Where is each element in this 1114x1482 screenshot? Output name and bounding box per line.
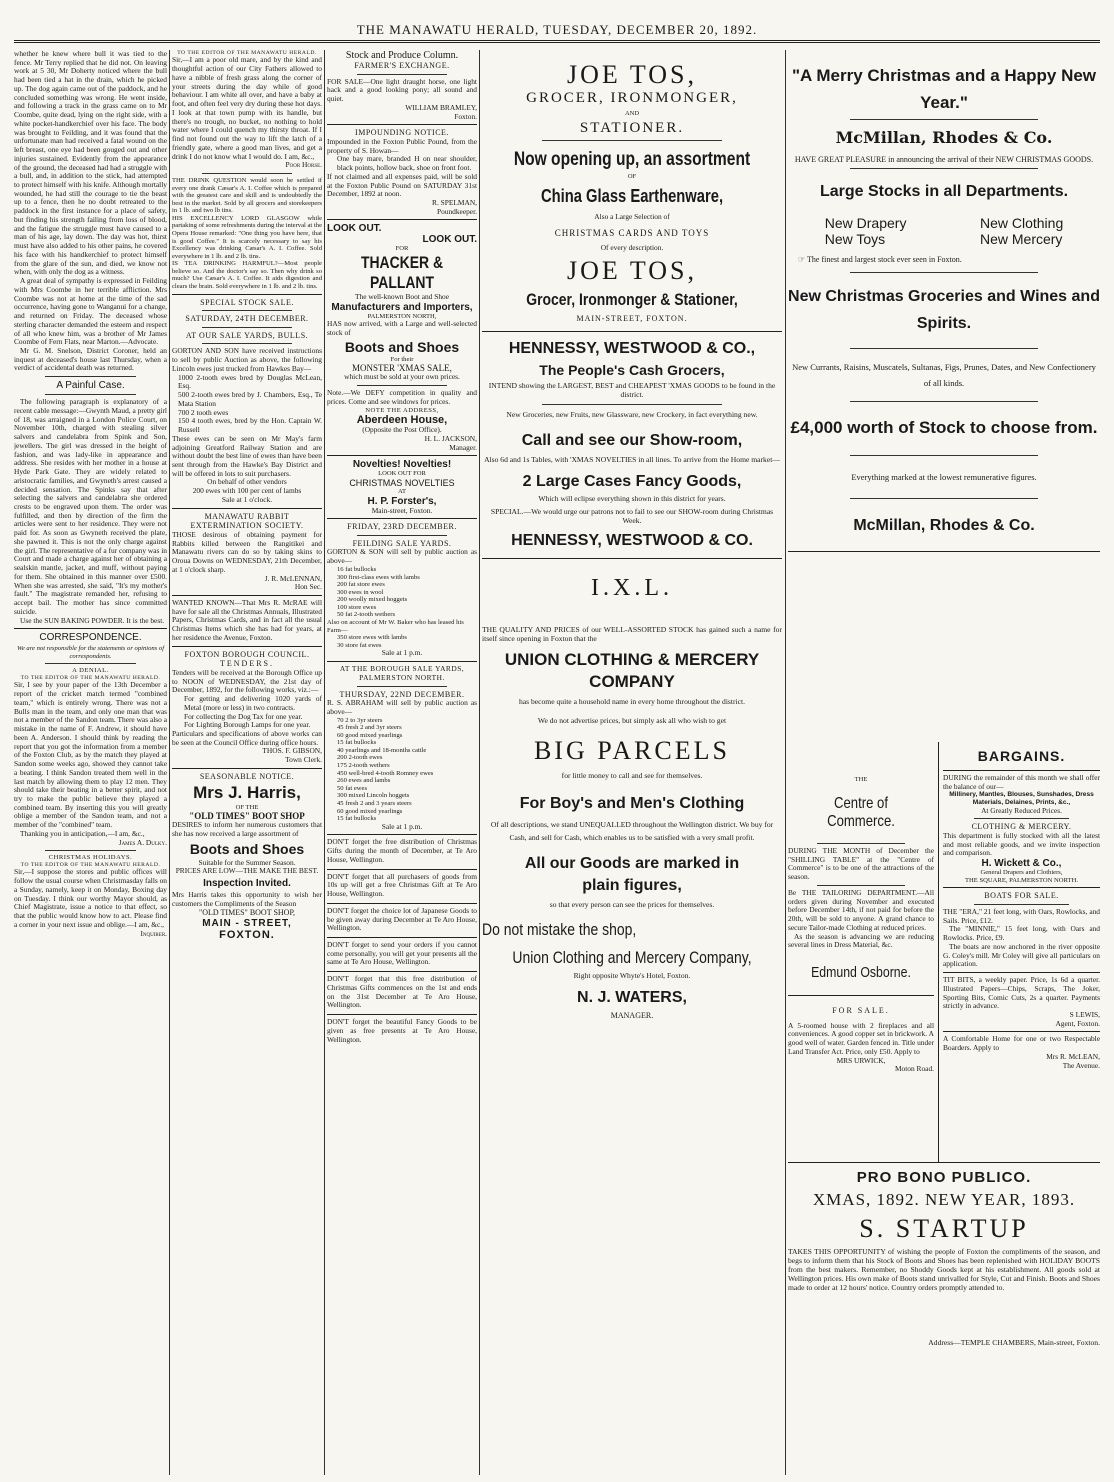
ad-body: HAS now arrived, with a Large and well-selected stock of: [327, 319, 477, 338]
sale-item: 30 store fat ewes: [337, 641, 382, 649]
letter-body: Sir,—I suppose the stores and public offices will follow the usual course when Christmasday falls on a Sunday, namely, keep it on Monday, Boxing day on Tuesday. I think our worthy Mayor should, as Chief Magistrate, issue a notice to that effect, so that the public would know how to act. Please find a corner in your next issue and oblige.—I am, &c.,: [14, 867, 167, 929]
sale-item: 260 ewes and lambs: [337, 777, 391, 785]
sale-item: 150 4 tooth ewes, bred by the Hon. Captain W. Russell: [178, 416, 322, 435]
ad-body: Be THE TAILORING DEPARTMENT.—All orders given during November and executed before December 14th, if not paid for before the 20th, will be sold to anyone. A grand chance to secure Tailor-made Clothing at reduced prices.: [788, 887, 934, 932]
ad-body: Sale at 1 o'clock.: [221, 494, 273, 504]
ad-body: Of every description.: [600, 242, 664, 252]
sale-item: 15 fat bullocks: [337, 739, 377, 747]
ad-title: FOR SALE.: [832, 1006, 890, 1016]
sale-list: [327, 634, 477, 649]
ad-headline: H. Wickett & Co.,: [981, 858, 1062, 870]
ad-headline: plain figures,: [582, 876, 682, 894]
ad-title: IMPOUNDING NOTICE.: [355, 128, 449, 138]
ad-signature: WILLIAM BRAMLEY,: [405, 102, 477, 112]
ad-headline: THACKER & PALLANT: [360, 253, 444, 293]
ad-body: INTEND showing the LARGEST, BEST and CHEAPEST 'XMAS GOODS to be found in the district.: [488, 381, 776, 400]
sale-item: 50 fat ewes: [337, 784, 368, 792]
ad-headline: Edmund Osborne.: [811, 964, 911, 982]
ad-body: As the season is advancing we are reducing several lines in Dress Material, &c.: [788, 931, 934, 950]
coffee-ad: IS TEA DRINKING HARMFUL?—Most people believe so. And the doctor's say so. Then why drink so much? Use Cæsar's A. I. Coffee. It aids digestion and clears the brain. Sold everywhere in 1 lb. and 2 lb. tins.: [172, 260, 322, 291]
ad-body: so that every person can see the prices for themselves.: [549, 899, 715, 909]
column-3: [327, 50, 477, 1475]
ad-place: AT THE BOROUGH SALE YARDS, PALMERSTON NORTH.: [339, 664, 465, 682]
dont-forget-ad: DON'T forget the beautiful Fancy Goods to be given as free presents at Te Aro House, Wellington.: [327, 1017, 477, 1044]
ad-body: For their: [390, 355, 414, 363]
ad-signature: Town Clerk.: [285, 755, 322, 765]
ad-body: Suitable for the Summer Season.: [198, 857, 296, 867]
ad-headline: Grocer, Ironmonger & Stationer,: [526, 290, 738, 310]
ad-body: A 5-roomed house with 2 fireplaces and all conveniences. A good copper set in brickwork. A good well of water. Garden fenced in. Title under Land Transfer Act. Price, only £50. Apply to: [788, 1020, 934, 1056]
ad-body: New Groceries, new Fruits, new Glassware, new Crockery, in fact everything new.: [506, 410, 758, 420]
ad-headline: Boots and Shoes: [344, 338, 460, 355]
ad-headline: I.X.L.: [591, 575, 673, 602]
ad-body: Main-street, Foxton.: [371, 505, 433, 515]
ad-body: TIT BITS, a weekly paper. Price, 1s 6d a quarter. Illustrated Papers—Chips, Scraps, The Joker, Sporting Bits, Comic Cuts, 2s a quarter. Payments strictly in advance.: [943, 975, 1100, 1011]
sale-item: 16 fat bullocks: [337, 565, 377, 573]
article-para: A great deal of sympathy is expressed in Feilding with Mrs Coombe in her terrible affliction. Mrs Coombe was not at home at the time of the sad occurrence, having gone to Wanganui for a change, and returned on Friday. The deceased whose sterling character demanded the esteem and respect of all who knew him, was a brother of Mr James Coombe of Fern Flats, near Marton.—Advocate.: [14, 276, 167, 347]
column-divider: [785, 50, 786, 1475]
ad-signature: Foxton.: [454, 111, 477, 121]
article-para: Use the SUN BAKING POWDER. It is the best.: [20, 615, 165, 625]
ad-body: Also on account of Mr W. Baker who has leased his Farm—: [327, 618, 464, 634]
ad-body: HAVE GREAT PLEASURE in announcing the arrival of their NEW CHRISTMAS GOODS.: [794, 155, 1094, 165]
startup-ad: [788, 1162, 1100, 1348]
column-4: [482, 50, 782, 1475]
letter-address: TO THE EDITOR OF THE MANAWATU HERALD.: [20, 675, 161, 681]
ad-headline: Do not mistake the shop,: [482, 919, 637, 939]
ad-place: AT OUR SALE YARDS, BULLS.: [185, 330, 309, 340]
letter-address: TO THE EDITOR OF THE MANAWATU HERALD.: [177, 50, 317, 56]
letter-signature: James A. Dulky.: [118, 837, 167, 847]
department-item: New Clothing: [979, 214, 1064, 231]
ad-subtitle: The People's Cash Grocers,: [539, 362, 725, 379]
letter-title: CHRISTMAS HOLIDAYS.: [48, 854, 133, 862]
osborne-ad: [788, 742, 934, 1074]
column-1: [14, 50, 167, 1475]
ad-place: FEILDING SALE YARDS.: [352, 538, 452, 548]
ad-address: Address—TEMPLE CHAMBERS, Main-street, Foxton.: [928, 1337, 1100, 1347]
sale-item: 500 2-tooth ewes bred by J. Chambers, Esq., Te Mata Station: [178, 390, 322, 408]
sale-list: [327, 717, 477, 823]
ad-body: These ewes can be seen on Mr May's farm adjoining Greatford Railway Station and are without doubt the best line of ewes than have been sent through from the Hawke's Bay District and will be offered in lots to suit purchasers.: [172, 433, 322, 478]
ad-body: THE SQUARE, PALMERSTON NORTH.: [965, 876, 1078, 884]
ad-body: THE: [854, 776, 868, 783]
ad-headline: HENNESSY, WESTWOOD & CO.,: [508, 340, 756, 358]
ad-body: 200 ewes with 100 per cent of lambs: [192, 486, 302, 496]
column-2: [172, 50, 322, 1475]
letter-title: A DENIAL.: [72, 667, 109, 675]
ad-headline: UNION CLOTHING & MERCERY: [504, 650, 760, 670]
ad-body: which must be sold at your own prices.: [344, 372, 460, 382]
ad-headline: Aberdeen House,: [356, 414, 448, 427]
sale-item: 40 yearlings and 18-months cattle: [337, 746, 427, 754]
ad-body: for little money to call and see for themselves.: [561, 770, 703, 780]
sale-item: 300 first-class ewes with lambs: [337, 573, 420, 581]
section-heading: CORRESPONDENCE.: [39, 632, 142, 644]
ad-headline: HENNESSY, WESTWOOD & CO.: [511, 532, 753, 550]
ad-body: Impounded in the Foxton Public Pound, from the property of S. Howan—: [327, 136, 477, 155]
ad-body: CHRISTMAS NOVELTIES: [349, 477, 455, 488]
ad-body: LOOK OUT FOR: [378, 470, 426, 478]
ad-headline: Large Stocks in all Departments.: [819, 182, 1069, 200]
article-para: The following paragraph is explanatory of a recent cable message:—Gwynth Maud, a pretty girl of 18, was arraigned in a London Police Court, on November 10th, charged with stealing silver salvers and candelabra from Spink and Son, jewellers. The girl was dressed in the height of fashion, and was lady-like in appearance and address. She resides with her mother in a house at Hyde Park Gate. They are widely related to aristocratic families, and Gwyneth's arrest caused a decided sensation. The Spinks say that after selecting the salvers and candelabra she ordered crests to be engraved upon them. The order was fulfilled, and then by direction of the firm the articles were sent to her residence. They were not paid for. As soon as Gwyneth received the plate, she pawned it. This is not the only charge against the girl. The representative of a fur company was in Court and made a charge against her of obtaining a sealskin mantle, jacket, and muff, without paying for them. She obtained in this manner over £500. When she was arrested, she said, "It's my mother's fault." The magistrate remanded her, refusing to accept bail. The mother has since committed suicide.: [14, 397, 167, 616]
letter-body: Sir, I see by your paper of the 13th December a report of the cricket match termed "combined team," which is entirely wrong. There was not a Bulls man in the team, and only one man that was not a member of the Sandon team. There was also a mistake in the name of F. Andrew, it should have been A. Anderson. I should think by reading the report that you got the information from a member of the Foxton Club, as by the match they played at Sandon some weeks ago, showed they cannot take a beating. I think Sandon treated them well in the last match by allowing them to play 12 men. They should take their beating in a better spirit, and not try to make the public believe they played a combined team. By inserting this you will greatly oblige a member of the Sandon team, and not a member of the "combined" team.: [14, 680, 167, 830]
ad-body: Everything marked at the lowest remunerative figures.: [851, 471, 1037, 482]
ad-subtitle: STATIONER.: [579, 120, 685, 136]
ad-body: TAKES THIS OPPORTUNITY of wishing the people of Foxton the compliments of the season, and begs to inform them that his Stock of Boots and Shoes has been replenished with HOLIDAY BOOTS from the best makers. Remember, no Shoddy Goods kept at his establishment. All goods sold at Wellington prices. His own make of Boots stand unrivalled for Style, Cut and Finish. Boots and Shoes made to order at 12 hours' notice. Country orders promptly attended to.: [788, 1247, 1100, 1292]
ad-body: DURING the remainder of this month we shall offer the balance of our—: [943, 773, 1100, 791]
ad-body: SPECIAL.—We would urge our patrons not to fail to see our SHOW-room during Christmas Week.: [490, 507, 774, 526]
ad-body: WANTED KNOWN—That Mrs R. McRAE will have for sale all the Christmas Annuals, Illustrated Papers, Christmas Cards, and in fact all the usual Christmas Items which she has had for years, at her residence the Avenue, Foxton.: [172, 597, 322, 642]
ad-body: On behalf of other vendors: [207, 477, 287, 487]
tender-item: For getting and delivering 1020 yards of Metal (more or less) in two contracts.: [184, 694, 322, 712]
dont-forget-ad: DON'T forget that all purchasers of goods from 10s up will get a free Christmas Gift at Te Aro House, Wellington.: [327, 871, 477, 899]
dont-forget-ad: DON'T forget that this free distribution of Christmas Gifts commences on the 1st and ends on the 31st December at Te Aro House, Wellington.: [327, 974, 477, 1010]
ad-title: FARMER'S EXCHANGE.: [354, 61, 450, 70]
sale-item: 45 fresh 2 and 3yr steers: [337, 724, 402, 732]
department-list: [788, 215, 1100, 247]
ad-subtitle: TENDERS.: [220, 659, 274, 669]
ad-headline: For Boy's and Men's Clothing: [519, 794, 745, 812]
tender-list: [172, 695, 322, 730]
ad-body: has become quite a household name in every home throughout the district.: [518, 697, 746, 707]
ad-body: The boats are now anchored in the river opposite G. Coley's mill. Mr Coley will give all particulars on application.: [943, 941, 1100, 969]
sale-item: 60 good mixed yearlings: [337, 807, 403, 815]
ad-body: (Opposite the Post Office).: [362, 425, 442, 435]
letter-signature: Poor Horse.: [285, 160, 322, 170]
masthead: THE MANAWATU HERALD, TUESDAY, DECEMBER 20, 1892.: [356, 22, 758, 37]
ad-subtitle: GROCER, IRONMONGER,: [526, 90, 738, 106]
ad-headline: JOE TOS,: [567, 256, 697, 286]
tender-item: For collecting the Dog Tax for one year.: [184, 711, 303, 721]
ad-body: MANAGER.: [610, 1010, 654, 1020]
sale-item: 15 fat bullocks: [337, 815, 377, 823]
ad-body: GORTON & SON will sell by public auction as above—: [327, 547, 477, 566]
sale-item: 60 good mixed yearlings: [337, 731, 403, 739]
ad-body: PRICES ARE LOW—THE MAKE THE BEST.: [175, 866, 319, 876]
ad-headline: All our Goods are marked in: [524, 854, 740, 872]
disclaimer: We are not responsible for the statements or opinions of correspondents.: [16, 645, 165, 660]
ad-signature: Manager.: [449, 442, 477, 452]
ad-title: BOATS FOR SALE.: [984, 891, 1059, 901]
ad-headline: JOE TOS,: [567, 60, 697, 89]
ad-headline: McMillan, Rhodes & Co.: [853, 516, 1035, 534]
sale-list: [172, 374, 322, 435]
pointing-hand-icon: ☞: [798, 254, 808, 264]
column-divider: [324, 50, 325, 1475]
inner-divider: [938, 742, 940, 1162]
ad-signature: J. R. McLENNAN,: [264, 573, 322, 583]
bargains-ad: [943, 742, 1100, 1070]
ad-signature: MRS URWICK,: [836, 1055, 886, 1065]
ad-body: PALMERSTON NORTH,: [367, 312, 437, 320]
ad-body: Millinery, Mantles, Blouses, Sunshades, Dress Materials, Delaines, Prints, &c.,: [949, 791, 1094, 807]
ad-headline: Novelties! Novelties!: [352, 459, 452, 471]
ad-headline: Boots and Shoes: [189, 840, 305, 857]
ad-headline: Centre of Commerce.: [827, 795, 895, 830]
ad-body: "OLD TIMES" BOOT SHOP,: [198, 908, 296, 918]
sale-item: 450 well-bred 4-tooth Romney ewes: [337, 769, 434, 777]
ad-body: MONSTER 'XMAS SALE,: [352, 363, 452, 374]
ad-headline: Mrs J. Harris,: [193, 782, 301, 802]
letter-body: Thanking you in anticipation,—I am, &c.,: [20, 828, 145, 838]
ad-title: SEASONABLE NOTICE.: [199, 771, 295, 781]
tender-item: For Lighting Borough Lamps for one year.: [184, 720, 311, 730]
column-title: Stock and Produce Column.: [345, 50, 459, 61]
sale-item: 200 2-tooth ewes: [337, 754, 383, 762]
ad-body: "OLD TIMES" BOOT SHOP: [189, 811, 305, 822]
ad-body: DURING THE MONTH of December the "SHILLING TABLE" at the "Centre of Commerce" is to be one of the attractions of the season.: [788, 846, 934, 882]
ad-title: FOXTON BOROUGH COUNCIL.: [184, 649, 310, 659]
sale-list: [327, 566, 477, 619]
ad-body: AT: [397, 487, 407, 495]
masthead-rule: [14, 40, 1100, 43]
ad-headline: Manufacturers and Importers,: [331, 301, 473, 313]
ad-signature: H. L. JACKSON,: [424, 433, 477, 443]
sale-item: 300 mixed Lincoln hoggets: [337, 792, 410, 800]
ad-headline: LOOK OUT.: [422, 234, 477, 246]
ad-body: OF THE: [235, 803, 259, 811]
ad-headline: Union Clothing and Mercery Company,: [512, 947, 752, 967]
coffee-ad: THE DRINK QUESTION would soon be settled if every one drank Cæsar's A. I. Coffee which is prepared with the greatest care and skill and is undoubtedly the best in the market. Sold by all grocers and storekeepers in 1 lb. and two lb tins.: [172, 176, 322, 215]
ad-body: CHRISTMAS CARDS AND TOYS: [554, 227, 710, 238]
ad-body: FOR: [395, 245, 409, 253]
ad-headline: N. J. WATERS,: [577, 988, 687, 1006]
ad-body: Sale at 1 p.m.: [381, 821, 423, 831]
dont-forget-ad: DON'T forget to send your orders if you cannot come personally, you will get your presents all the same at Te Aro House, Wellington.: [327, 940, 477, 967]
sale-item: 100 store ewes: [337, 603, 377, 611]
ad-headline: BIG PARCELS: [533, 735, 731, 765]
sale-item: 1000 2-tooth ewes bred by Douglas McLean, Esq.: [178, 372, 322, 391]
article-para: Mr G. M. Snelson, District Coroner, held an inquest at deceased's house last Thursday, when a verdict of accidental death was returned.: [14, 345, 167, 373]
ad-body: DESIRES to inform her numerous customers that she has now received a large assortment of: [172, 820, 322, 838]
ad-headline: LOOK OUT.: [327, 223, 382, 235]
column-5: [788, 50, 1100, 1475]
ad-body: Note.—We DEFY competition in quality and prices. Come and see windows for prices.: [327, 388, 477, 406]
ad-body: Also 6d and 1s Tables, with 'XMAS NOVELTIES in all lines. To arrive from the Home market—: [484, 455, 780, 465]
ad-body: Right opposite Whyte's Hotel, Foxton.: [573, 970, 691, 980]
ad-body: Sale at 1 p.m.: [381, 648, 423, 658]
coffee-ad: HIS EXCELLENCY LORD GLASGOW while partaking of some refreshments during the interval at the Opera House remarked: "One thing you have here, that is good Coffee." It is scarcely necessary to say his Excellency was drinking Cæsar's A. I. Coffee. Sold everywhere in 1 lb. and 2 lb. tins.: [172, 214, 322, 260]
sale-item: 175 2-tooth wethers: [337, 762, 390, 770]
ad-body: FOR SALE—One light draught horse, one light hack and a good looking pony; all sound and quiet.: [327, 76, 477, 104]
ad-headline: Inspection Invited.: [203, 878, 291, 890]
ad-body: A Comfortable Home for one or two Respectable Boarders. Apply to: [943, 1034, 1100, 1053]
ad-body: At Greatly Reduced Prices.: [981, 805, 1062, 815]
sale-item: 45 fresh 2 and 3 years steers: [337, 799, 412, 807]
ad-headline: McMillan, Rhodes & Co.: [835, 128, 1053, 148]
department-item: New Drapery: [824, 214, 907, 231]
column-divider: [169, 50, 170, 1475]
ad-body: The "MINNIE," 15 feet long, with Oars and Rowlocks. Price, £9.: [943, 924, 1100, 943]
ad-body: This department is fully stocked with all the latest and most reliable goods, and we invite inspection and comparison.: [943, 830, 1100, 858]
ad-body: Tenders will be received at the Borough Office up to NOON of WEDNESDAY, the 21st day of December, 1892, for the following works, viz.:—: [172, 667, 322, 695]
ad-body: GORTON AND SON have received instructions to sell by public Auction as above, the following Lincoln ewes just trucked from Hawkes Bay—: [172, 346, 322, 373]
ad-signature: S LEWIS,: [1069, 1009, 1100, 1019]
column-divider: [479, 50, 480, 1475]
sale-item: 200 fat store ewes: [337, 581, 385, 589]
ad-headline: H. P. Forster's,: [367, 495, 437, 507]
ad-date: SATURDAY, 24TH DECEMBER.: [185, 314, 309, 324]
dont-forget-ad: DON'T forget the free distribution of Christmas Gifts during the month of December, at Te Aro House, Wellington.: [327, 837, 477, 864]
ad-signature: R. SPELMAN,: [432, 198, 477, 207]
ad-body: If not claimed and all expenses paid, will be sold at the Foxton Public Pound on SATURDAY 31st December, 1892 at noon.: [327, 171, 477, 199]
ad-body: Particulars and specifications of above works can be seen at the Council Office during office hours.: [172, 728, 322, 747]
department-item: New Mercery: [979, 230, 1063, 247]
ad-body: New Currants, Raisins, Muscatels, Sultanas, Figs, Prunes, Dates, and New Confectionery of all kinds.: [792, 361, 1096, 388]
ad-signature: Poundkeeper.: [436, 206, 477, 216]
dont-forget-ad: DON'T forget the choice lot of Japanese Goods to be given away during December at Te Aro House, Wellington.: [327, 905, 477, 933]
sale-item: 200 woolly mixed hoggets: [337, 596, 408, 604]
ad-body: Of all descriptions, we stand UNEQUALLED throughout the Wellington district. We buy for Cash, and sell for Cash, which enables us to be satisfied with a very small profit.: [490, 819, 774, 842]
ad-title: SPECIAL STOCK SALE.: [200, 297, 294, 307]
ad-signature: Hon Sec.: [294, 582, 322, 592]
ad-body: OF: [627, 173, 637, 180]
ad-body: THE "ERA," 21 feet long, with Oars, Rowlocks, and Sails. Price, £12.: [943, 906, 1100, 925]
ad-body: FOXTON.: [219, 929, 275, 942]
ad-body: NOTE THE ADDRESS,: [365, 406, 439, 414]
ad-body: AND: [624, 110, 640, 117]
ad-headline: PRO BONO PUBLICO.: [856, 1169, 1032, 1186]
ad-body: Mrs Harris takes this opportunity to wish her customers the Compliments of the Season: [172, 890, 322, 908]
ad-body: MAIN-STREET, FOXTON.: [576, 314, 688, 324]
ad-headline: New Christmas Groceries and Wines and Spirits.: [788, 288, 1100, 333]
ad-body: Also a Large Selection of: [594, 212, 670, 221]
ad-body: THE QUALITY AND PRICES of our WELL-ASSORTED STOCK has gained such a name for itself since opening in Foxton that the: [482, 625, 782, 644]
sale-item: 300 ewes in wool: [337, 588, 384, 596]
ad-body: The well-known Boot and Shoe: [354, 292, 449, 302]
ad-headline: 2 Large Cases Fancy Goods,: [522, 473, 742, 491]
ad-signature: The Avenue.: [1062, 1060, 1100, 1070]
ad-headline: £4,000 worth of Stock to choose from.: [790, 417, 1098, 437]
ad-signature: Agent, Foxton.: [1055, 1018, 1100, 1028]
ad-body: One bay mare, branded H on near shoulder, black points, hollow back, shoe on front foot.: [337, 154, 477, 173]
ad-headline: S. STARTUP: [859, 1214, 1029, 1243]
ad-body: ☞ The finest and largest stock ever seen in Foxton.: [798, 254, 962, 264]
ad-date: FRIDAY, 23RD DECEMBER.: [347, 522, 457, 532]
article-para: whether he knew where bull it was tied to the fence. Mr Terry replied that he did not. On leaving work at 5 30, Mr Doherty noticed where the bull had been tied a hat in the drain, which he picked up. The dog again came out of the paddock, and he concluded something was wrong. He went inside, and following a track in the grass came on to Mr Coombe, quite dead, lying on the right side, with a white pocket-handkerchief over his face. The body was brought to Feilding, and it was found that the unfortunate man had received a fatal wound on the left breast, one eye had been gouged out and other injuries sustained. Evidently from the appearance of the ground, the deceased had had a struggle with a bull, and, in addition to the stick, had attempted to protect himself with his knife. Although mortally wounded, he had still the courage to tie the beast up to a fence, then he no doubt retreated to the paddock in the first instance for a place of safety, but finding his strength failing from loss of blood, and the fatigue the struggle must have caused to a man of his age, lay down. The day was hot, thirst must have also added to his other pains, he covered his face with his handkerchief to protect himself from the glare of the sun, and died, we know not when, with only the dog as a witness.: [14, 50, 167, 277]
ad-body: THOSE desirous of obtaining payment for Rabbits killed between the Rangitikei and Manawatu rivers can do so by taking skins to Oroua Downs on WEDNESDAY, 21th December, at 1 o'clock sharp.: [172, 529, 322, 574]
ad-headline: BARGAINS.: [977, 748, 1066, 764]
ad-headline: COMPANY: [589, 672, 675, 692]
sale-item: 350 store ewes with lambs: [337, 634, 407, 642]
ad-title: CLOTHING & MERCERY.: [971, 822, 1072, 832]
ad-body: R. S. ABRAHAM will sell by public auction as above—: [327, 698, 477, 716]
letter-body: Sir,—I am a poor old mare, and by the kind and thoughtful action of our City Fathers allowed to have a nibble of fresh grass along the corner of your streets during the day while of good behaviour. I am white all over, and have a baby at foot, and often feel very dry during these hot days. I look at that town pump with its handle, but there's no trough, no bucket, no nothing to hold water where I could quench my thirsty throat. If I find not found out the way to lift the latch of a friendly gate, where a good man lives, and get a drink I do not know what I would do. I am, &c.,: [172, 55, 322, 161]
ad-title: MANAWATU RABBIT EXTERMINATION SOCIETY.: [190, 511, 304, 531]
ad-body: Which will eclipse everything shown in this district for years.: [538, 494, 726, 504]
ad-headline: Call and see our Show-room,: [521, 432, 743, 450]
ad-headline: Now opening up, an assortment: [513, 149, 751, 170]
sale-item: 700 2 tooth ewes: [178, 407, 229, 417]
ad-headline: China Glass Earthenware,: [540, 186, 724, 206]
ad-signature: THOS. F. GIBSON,: [262, 746, 322, 756]
ad-body: General Drapers and Clothiers,: [980, 869, 1063, 877]
ad-body: MAIN - STREET,: [202, 918, 292, 930]
ad-signature: Mrs R. McLEAN,: [1046, 1051, 1100, 1061]
letter-address: TO THE EDITOR OF THE MANAWATU HERALD.: [20, 861, 161, 868]
department-item: New Toys: [824, 230, 886, 247]
letter-signature: Inquirer.: [140, 928, 167, 938]
ad-body: We do not advertise prices, but simply ask all who wish to get: [537, 716, 727, 725]
ad-headline: "A Merry Christmas and a Happy New Year.": [791, 66, 1097, 113]
ad-signature: Moton Road.: [894, 1064, 934, 1074]
sale-item: 70 2 to 3yr steers: [337, 716, 383, 724]
ad-date: THURSDAY, 22ND DECEMBER.: [339, 689, 465, 699]
article-heading: A Painful Case.: [56, 380, 125, 392]
ad-headline: XMAS, 1892. NEW YEAR, 1893.: [812, 1190, 1076, 1209]
sale-item: 50 fat 2-tooth wethers: [337, 611, 396, 619]
